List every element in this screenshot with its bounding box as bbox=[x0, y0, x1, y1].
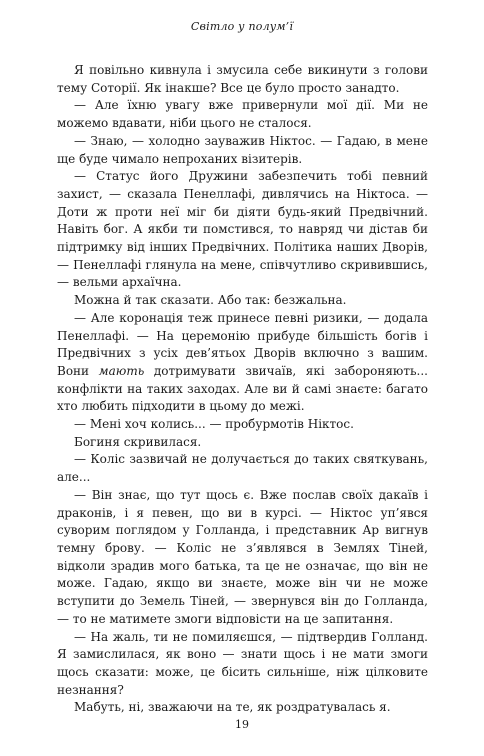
paragraph-text: — Але коронація теж принесе певні ризики, — додала Пенеллафі. — На церемонію прибуде більшість богів і Предвічних з усіх дев’ятьох Дворів включно з вашим. Вони bbox=[57, 310, 428, 378]
paragraph: — На жаль, ти не помиляєшся, — підтвердив Голланд. Я замислилася, як воно — знати щось і не мати змоги щось сказати: може, це бісить сильніше, ніж цілковите незнання? bbox=[57, 629, 428, 697]
paragraph: Богиня скривилася. bbox=[74, 434, 202, 449]
paragraph: Мабуть, ні, зважаючи на те, як роздратувалась я. bbox=[74, 700, 391, 715]
emphasis-text: мають bbox=[98, 363, 145, 378]
paragraph: — Він знає, що тут щось є. Вже послав своїх дакаїв і драконів, і я певен, що ви в курсі. — Ніктос уп’явся суворим поглядом у Голланда, і представник Ар вигнув темну брову. — Коліс не з’являвся в Землях Тіней, відколи зрадив мого батька, та це не означає, що він не може. Гадаю, якщо ви знаєте, може він чи не може вступити до Земель Тіней, — звернувся він до Голланда, — то не матимете змоги відповісти на це запитання. bbox=[57, 487, 428, 626]
body-text bbox=[57, 62, 428, 717]
paragraph: — Знаю, — холодно зауважив Ніктос. — Гадаю, в мене ще буде чимало непроханих візитерів. bbox=[57, 133, 428, 166]
paragraph: Я повільно кивнула і змусила себе викинути з голови тему Соторії. Як інакше? Все це було просто занадто. bbox=[57, 63, 428, 95]
running-header: Світло у полум’ї bbox=[190, 20, 294, 33]
page-number: 19 bbox=[235, 718, 249, 731]
paragraph: — Статус його Дружини забезпечить тобі певний захист, — сказала Пенеллафі, дивлячись на Ніктоса. — Доти ж проти неї міг би діяти будь-який Предвічний. Навіть бог. А якби ти помстився, то навряд чи дістав би підтримку від інших Предвічних. Політика наших Дворів, — Пенеллафі глянула на мене, співчутливо скривившись, — вельми архаїчна. bbox=[57, 169, 428, 290]
paragraph: Можна й так сказати. Або так: безжальна. bbox=[74, 293, 347, 308]
paragraph-text: дотримувати звичаїв, які забороняють... конфлікти на таких заходах. Але ви й самі знаєте: багато хто любить підходити в цьому до межі. bbox=[57, 363, 428, 414]
paragraph: — Але їхню увагу вже привернули мої дії. Ми не можемо вдавати, ніби цього не сталося. bbox=[57, 98, 428, 131]
paragraph: — Коліс зазвичай не долучається до таких святкувань, але... bbox=[57, 452, 428, 485]
paragraph: — Мені хоч колись... — пробурмотів Ніктос. bbox=[74, 417, 354, 432]
paragraph bbox=[57, 310, 428, 416]
